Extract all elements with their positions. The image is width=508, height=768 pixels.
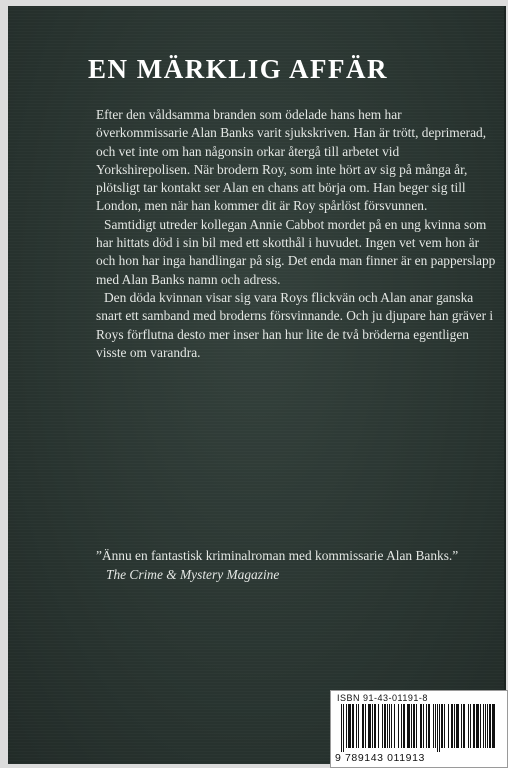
blurb-paragraph-3: Den döda kvinnan visar sig vara Roys flickvän och Alan anar ganska snart ett samband med broderns försvinnande. Och ju djupare han gräver i Roys förflutna desto mer inser han hur lite de två bröderna egentligen visste om varandra.: [96, 289, 494, 360]
back-cover: [8, 6, 506, 764]
quote-source: The Crime & Mystery Magazine: [106, 567, 280, 582]
book-title: EN MÄRKLIG AFFÄR: [88, 54, 388, 84]
barcode-icon: [339, 704, 499, 752]
barcode-label: [330, 690, 508, 768]
ean-number: 9 789143 011913: [335, 752, 425, 764]
review-quote: [96, 546, 476, 584]
blurb-paragraph-1: Efter den våldsamma branden som ödelade hans hem har överkommissarie Alan Banks varit sjukskriven. Han är trött, deprimerad, och vet inte om han någonsin orkar återgå till arbetet vid Yorkshirepolisen. När brodern Roy, som inte hört av sig på många år, plötsligt tar kontakt ser Alan en chans att börja om. Han beger sig till London, men när han kommer dit är Roy spårlöst försvunnen.: [96, 107, 487, 214]
blurb: [96, 106, 496, 362]
quote-text: ”Ännu en fantastisk kriminalroman med kommissarie Alan Banks.”: [96, 548, 459, 563]
blurb-paragraph-2: Samtidigt utreder kollegan Annie Cabbot mordet på en ung kvinna som har hittats död i sin bil med ett skotthål i huvudet. Ingen vet vem hon är och hon har inga handlingar på sig. Det enda man finner är en papperslapp med Alan Banks namn och adress.: [96, 216, 496, 287]
isbn-number: ISBN 91-43-01191-8: [337, 693, 428, 703]
